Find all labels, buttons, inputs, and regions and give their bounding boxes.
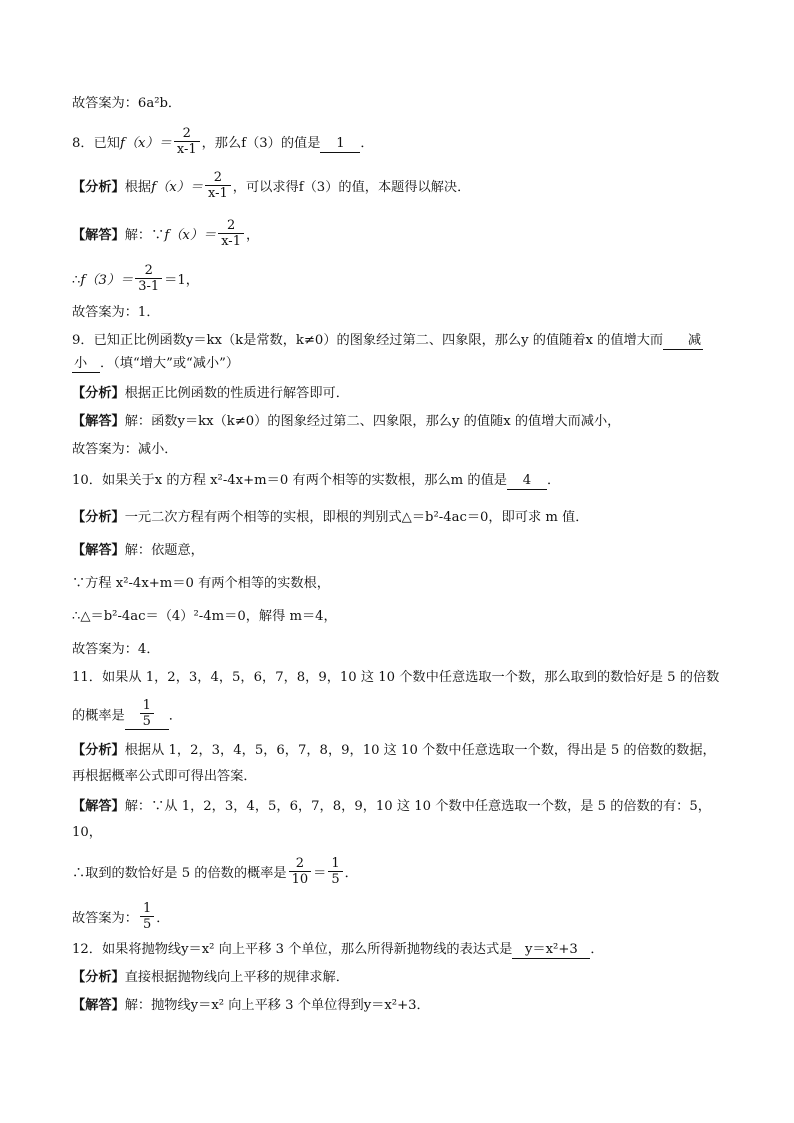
q9-analysis-text: 根据正比例函数的性质进行解答即可． [124, 386, 349, 401]
q11-frac-den: 5 [140, 713, 154, 729]
q11s3-frac2-den: 5 [328, 871, 342, 887]
solution-tag: 【解答】 [72, 543, 125, 558]
q10-text: 10．如果关于x 的方程 x²-4x+m＝0 有两个相等的实数根，那么m 的值是 [72, 473, 507, 488]
q11s3-fraction-1 [289, 856, 312, 887]
solution-tag: 【解答】 [72, 414, 125, 429]
q10-end: ． [546, 473, 561, 488]
q8s2-f3: f（3）＝ [80, 273, 134, 288]
analysis-tag: 【分析】 [72, 743, 125, 758]
q9-rest: ．（填“增大”或“减小”） [100, 356, 240, 371]
q8a-prefix: 根据 [124, 180, 152, 195]
q8-answer-line: 故答案为：1． [72, 305, 160, 320]
q10-analysis [72, 508, 754, 528]
analysis-tag: 【分析】 [72, 180, 125, 195]
q11s3-frac2-num: 1 [331, 856, 340, 871]
q10-answer-blank: 4 [507, 473, 547, 490]
q8-prefix: 8．已知 [72, 136, 120, 151]
q11-frac-num: 1 [142, 698, 151, 713]
q10-solution-2: ∵方程 x²-4x+m＝0 有两个相等的实数根， [72, 576, 330, 591]
q12-solution [72, 996, 754, 1016]
q12-end: ． [590, 942, 604, 957]
question-11-cont [72, 700, 754, 732]
q8-analysis [72, 172, 754, 203]
q10-answer-line: 故答案为：4． [72, 642, 160, 657]
solution-tag: 【解答】 [72, 799, 125, 814]
q8s2-frac-num: 2 [144, 263, 153, 278]
q8-mid: ，那么 [201, 136, 242, 151]
q8s2-suffix: ＝1， [164, 273, 199, 288]
q11ans-frac-den: 5 [140, 916, 154, 932]
q12-solution-text: 解：抛物线y＝x² 向上平移 3 个单位得到y＝x²+3． [124, 998, 430, 1013]
q8s-fraction [218, 218, 244, 249]
q11-solution-3 [72, 858, 754, 889]
q8a-frac-num: 2 [213, 170, 223, 185]
question-8 [72, 128, 754, 159]
analysis-tag: 【分析】 [72, 386, 125, 401]
q11s3-frac1-num: 2 [295, 856, 304, 871]
q9-solution [72, 412, 754, 432]
q8a-fraction [205, 170, 231, 201]
q8-fraction [174, 126, 200, 157]
q9-analysis [72, 384, 754, 404]
text-line: 故答案为：6a²b． [72, 96, 182, 111]
q8-fx: f（x）＝ [119, 136, 172, 151]
question-11: 11．如果从 1，2，3，4，5，6，7，8，9，10 这 10 个数中任意选取一个数，那么取到的数恰好是 5 的倍数 [72, 670, 720, 685]
q8s-frac-den: x-1 [218, 233, 244, 249]
q9-text: 9．已知正比例函数y＝kx（k是常数，k≠0）的图象经过第二、四象限，那么y 的值随着x 的值增大而 [72, 333, 664, 348]
q8-solution-2 [72, 265, 754, 296]
question-10 [72, 471, 754, 491]
q11s3-prefix: ∴取到的数恰好是 5 的倍数的概率是 [72, 866, 287, 881]
q11s3-eq: ＝ [313, 866, 327, 881]
q8s2-prefix: ∴ [72, 273, 81, 288]
solution-tag: 【解答】 [72, 998, 125, 1013]
q11-solution-2: 10， [72, 825, 102, 840]
q8a-fx: f（x）＝ [151, 180, 204, 195]
q8s2-frac-den: 3-1 [135, 278, 162, 294]
q10-solution [72, 541, 754, 561]
solution-tag: 【解答】 [72, 228, 125, 243]
q8s2-fraction [135, 263, 162, 294]
q11-solution [72, 797, 754, 817]
q11s3-end: ． [344, 866, 358, 881]
q11ans-end: ． [156, 911, 170, 926]
analysis-tag: 【分析】 [72, 970, 125, 985]
question-12 [72, 940, 754, 960]
q11s3-fraction-2 [328, 856, 342, 887]
q8s-fx: f（x）＝ [164, 228, 217, 243]
q10-analysis-text: 一元二次方程有两个相等的实根，即根的判别式△＝b²-4ac＝0，即可求 m 值． [124, 510, 589, 525]
q11-fraction [140, 698, 154, 729]
q12-answer-blank: y＝x²+3 [512, 942, 590, 959]
question-9 [72, 331, 754, 351]
q9-solution-text: 解：函数y＝kx（k≠0）的图象经过第二、四象限，那么y 的值随x 的值增大而减小， [124, 414, 621, 429]
q8-frac-den: x-1 [174, 141, 200, 157]
q12-analysis [72, 968, 754, 988]
q10-solution-3: ∴△＝b²-4ac＝（4）²-4m＝0，解得 m＝4， [72, 609, 337, 624]
q8-frac-num: 2 [182, 126, 191, 141]
q11-answer-blank [125, 698, 169, 730]
q11-analysis [72, 741, 754, 761]
q11-analysis-2: 再根据概率公式即可得出答案． [72, 769, 257, 784]
q8a-f3: f（3）的值，本题得以解决． [298, 180, 471, 195]
q8s-suffix: ， [245, 228, 260, 243]
q8a-frac-den: x-1 [205, 185, 231, 201]
q11ans-prefix: 故答案为： [72, 911, 138, 926]
q11-prefix: 的概率是 [72, 708, 125, 724]
q11s3-frac1-den: 10 [289, 871, 312, 887]
q8s-prefix: 解：∵ [124, 228, 165, 243]
q11ans-fraction [140, 901, 154, 932]
q11-end: ． [168, 708, 182, 724]
q8-f3: f（3）的值是 [241, 136, 321, 151]
analysis-tag: 【分析】 [72, 510, 125, 525]
q9-answer-blank-1: 减 [663, 333, 703, 350]
q8-answer-blank: 1 [320, 136, 360, 153]
q9-answer-line: 故答案为：减小． [72, 442, 178, 457]
q11ans-frac-num: 1 [142, 901, 152, 916]
q10-solution-text: 解：依题意， [124, 543, 204, 558]
q12-text: 12．如果将抛物线y＝x² 向上平移 3 个单位，那么所得新抛物线的表达式是 [72, 942, 513, 957]
q11-solution-text: 解：∵从 1，2，3，4，5，6，7，8，9，10 这 10 个数中任意选取一个数，是 5 的倍数的有：5， [124, 799, 711, 814]
q8-end: ． [360, 136, 374, 151]
q9-answer-blank-2: 小 [72, 356, 100, 373]
q12-analysis-text: 直接根据抛物线向上平移的规律求解． [124, 970, 349, 985]
q11-analysis-text: 根据从 1，2，3，4，5，6，7，8，9，10 这 10 个数中任意选取一个数，得出是 5 的倍数的数据， [124, 743, 716, 758]
q11-answer-line [72, 903, 754, 934]
question-9-cont [72, 354, 754, 374]
q8-solution [72, 220, 754, 251]
q8s-frac-num: 2 [226, 218, 236, 233]
q8a-suffix: ，可以求得 [232, 180, 299, 195]
